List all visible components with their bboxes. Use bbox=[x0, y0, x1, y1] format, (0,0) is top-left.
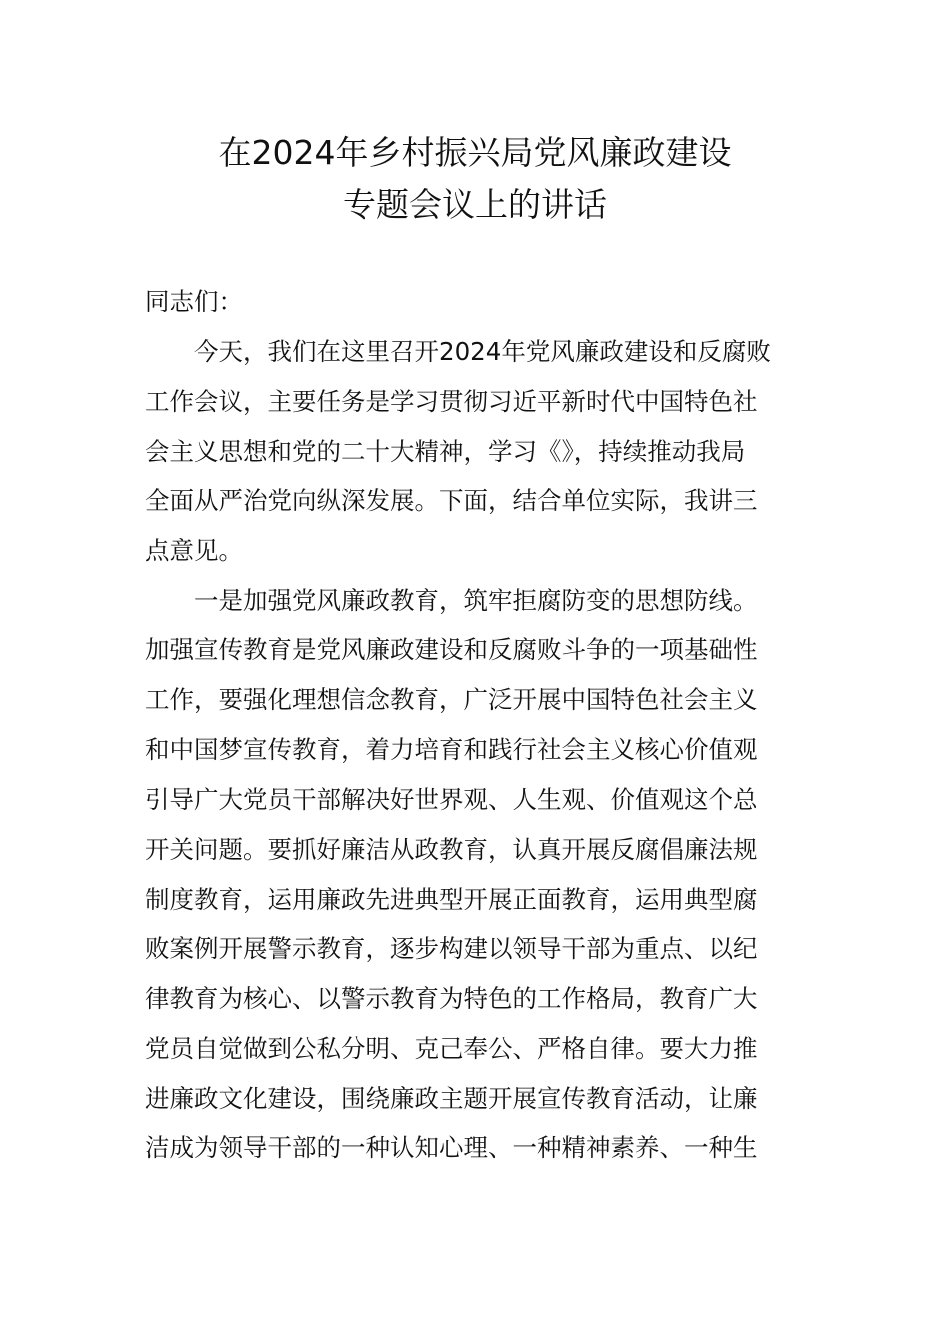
paragraph-line: 一是加强党风廉政教育，筑牢拒腐防变的思想防线。 bbox=[194, 586, 758, 615]
paragraph-line: 全面从严治党向纵深发展。下面，结合单位实际，我讲三 bbox=[145, 486, 758, 515]
document-title-line-2: 专题会议上的讲话 bbox=[343, 185, 607, 224]
paragraph-line: 开关问题。要抓好廉洁从政教育，认真开展反腐倡廉法规 bbox=[145, 835, 758, 864]
paragraph-line: 败案例开展警示教育，逐步构建以领导干部为重点、以纪 bbox=[145, 934, 758, 963]
document-title-line-1: 在2024年乡村振兴局党风廉政建设 bbox=[218, 133, 732, 172]
paragraph-line: 制度教育，运用廉政先进典型开展正面教育，运用典型腐 bbox=[145, 885, 758, 914]
paragraph-line: 今天，我们在这里召开2024年党风廉政建设和反腐败 bbox=[194, 337, 771, 366]
paragraph-line: 加强宣传教育是党风廉政建设和反腐败斗争的一项基础性 bbox=[145, 635, 758, 664]
paragraph-line: 律教育为核心、以警示教育为特色的工作格局，教育广大 bbox=[145, 984, 758, 1013]
paragraph-line: 党员自觉做到公私分明、克己奉公、严格自律。要大力推 bbox=[145, 1034, 758, 1063]
paragraph-line: 会主义思想和党的二十大精神，学习《》，持续推动我局 bbox=[145, 437, 746, 466]
paragraph-line: 引导广大党员干部解决好世界观、人生观、价值观这个总 bbox=[145, 785, 758, 814]
paragraph-line: 洁成为领导干部的一种认知心理、一种精神素养、一种生 bbox=[145, 1133, 758, 1162]
paragraph-line: 进廉政文化建设，围绕廉政主题开展宣传教育活动，让廉 bbox=[145, 1084, 758, 1113]
salutation: 同志们： bbox=[145, 287, 243, 316]
paragraph-line: 工作，要强化理想信念教育，广泛开展中国特色社会主义 bbox=[145, 685, 758, 714]
paragraph-line: 和中国梦宣传教育，着力培育和践行社会主义核心价值观 bbox=[145, 735, 758, 764]
paragraph-line: 点意见。 bbox=[145, 536, 243, 565]
paragraph-line: 工作会议，主要任务是学习贯彻习近平新时代中国特色社 bbox=[145, 387, 758, 416]
